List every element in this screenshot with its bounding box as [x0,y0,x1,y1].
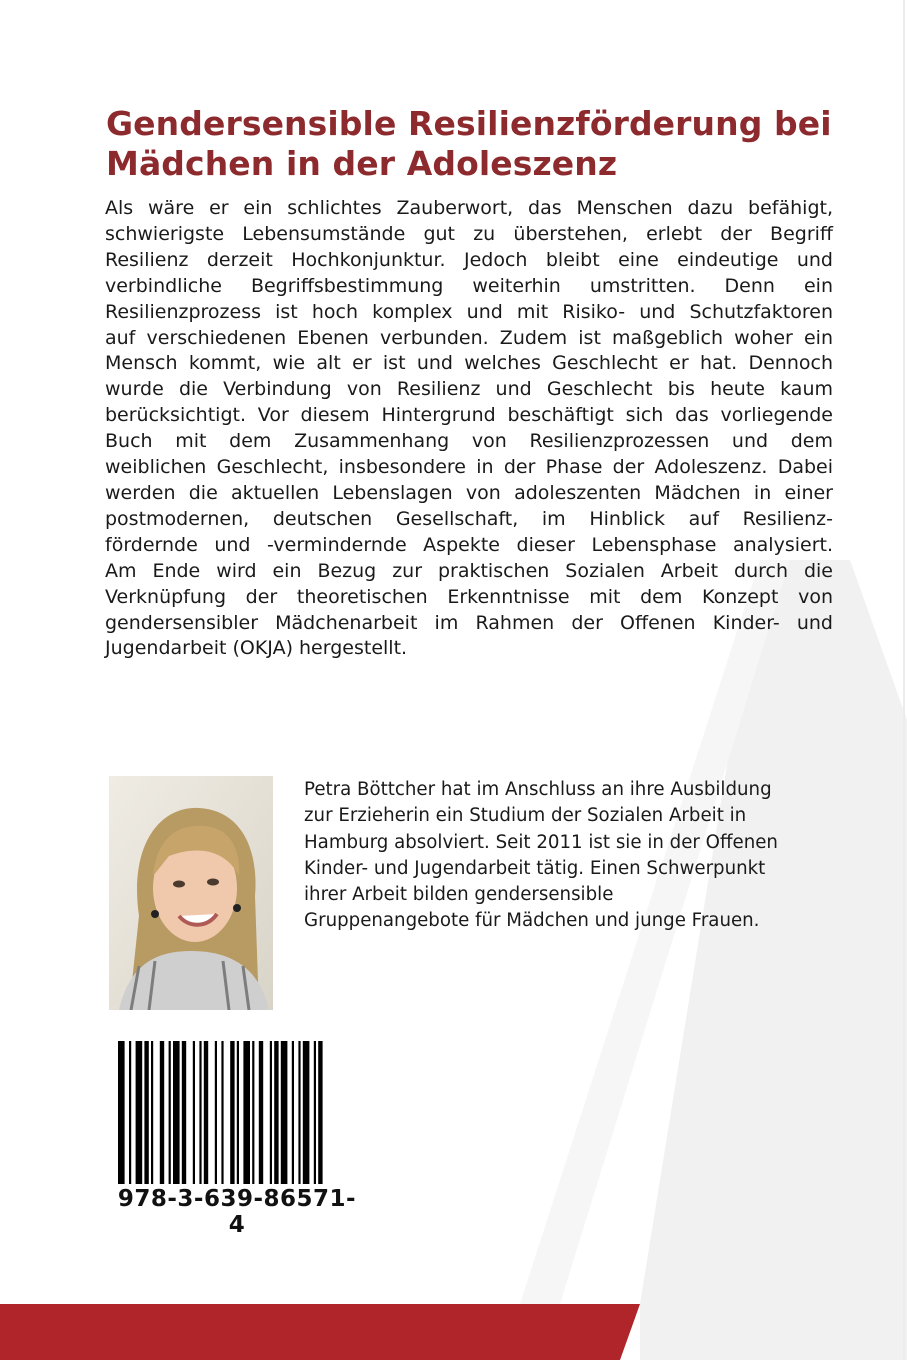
blurb-line: Resilienzprozess ist hoch komplex und mit Risiko- und Schutzfaktoren [105,300,833,323]
barcode-bar [151,1041,153,1184]
book-blurb [105,196,833,662]
title-line: Mädchen in der Adoleszenz [106,144,618,183]
barcode-bar [298,1041,300,1184]
blurb-line: Mensch kommt, wie alt er ist und welches Geschlecht er hat. Dennoch [105,352,833,375]
barcode-bar [314,1041,316,1184]
bio-line: zur Erzieherin ein Studium der Sozialen Arbeit in [304,805,747,827]
barcode-bar [270,1041,272,1184]
barcode-bar [173,1041,180,1184]
blurb-line: Verknüpfung der theoretischen Erkenntnisse mit dem Konzept von [105,585,833,608]
blurb-line: Buch mit dem Zusammenhang von Resilienzprozessen und dem [105,430,833,453]
barcode-bar [144,1041,148,1184]
barcode-bar [169,1041,171,1184]
spine-edge [903,0,905,1360]
barcode-bar [243,1041,250,1184]
barcode-bar [259,1041,263,1184]
blurb-line: auf verschiedenen Ebenen verbunden. Zudem ist maßgeblich woher ein [105,326,833,349]
barcode-bar [221,1041,223,1184]
barcode-bar [204,1041,208,1184]
author-photo [109,776,273,1010]
blurb-line: wurde die Verbindung von Resilienz und Geschlecht bis heute kaum [105,378,833,401]
bio-line: ihrer Arbeit bilden gendersensible [304,884,614,906]
blurb-line: gendersensibler Mädchenarbeit im Rahmen der Offenen Kinder- und [105,611,833,634]
book-title [106,104,846,184]
author-bio [304,777,844,935]
bio-line: Gruppenangebote für Mädchen und junge Frauen. [304,910,760,932]
barcode-bar [303,1041,310,1184]
accent-band [0,1304,640,1360]
blurb-line: fördernde und -vermindernde Aspekte dieser Lebensphase analysiert. [105,533,833,556]
barcode-bar [118,1041,125,1184]
barcode-bar [199,1041,201,1184]
blurb-line: Resilienz derzeit Hochkonjunktur. Jedoch bleibt eine eindeutige und [105,248,833,271]
barcode-bar [129,1041,131,1184]
blurb-line: Als wäre er ein schlichtes Zauberwort, das Menschen dazu befähigt, [105,197,833,219]
barcode-bar [274,1041,278,1184]
blurb-line: Am Ende wird ein Bezug zur praktischen Sozialen Arbeit durch die [105,559,833,582]
barcode-bar [281,1041,288,1184]
barcode-bar [318,1041,322,1184]
blurb-line: werden die aktuellen Lebenslagen von adoleszenten Mädchen in einer [105,481,833,504]
blurb-line: weiblichen Geschlecht, insbesondere in der Phase der Adoleszenz. Dabei [105,456,833,479]
blurb-line: verbindliche Begriffsbestimmung weiterhin umstritten. Denn ein [105,274,833,297]
barcode-bar [237,1041,239,1184]
bio-line: Petra Böttcher hat im Anschluss an ihre Ausbildung [304,779,772,800]
title-line: Gendersensible Resilienzförderung bei [106,104,832,143]
blurb-line: postmodernen, deutschen Gesellschaft, im Hinblick auf Resilienz- [105,507,833,530]
bio-line: Kinder- und Jugendarbeit tätig. Einen Schwerpunkt [304,857,766,879]
blurb-line: Jugendarbeit (OKJA) hergestellt. [105,637,408,660]
barcode-bar [230,1041,234,1184]
isbn-barcode [116,1041,358,1184]
barcode-bar [252,1041,254,1184]
barcode-bar [136,1041,143,1184]
bio-line: Hamburg absolviert. Seit 2011 ist sie in der Offenen [304,831,778,853]
blurb-line: berücksichtigt. Vor diesem Hintergrund beschäftigt sich das vorliegende [105,404,833,427]
barcode-bar [215,1041,217,1184]
barcode-bar [160,1041,164,1184]
barcode-bar [292,1041,294,1184]
barcode-bar [193,1041,195,1184]
barcode-bar [182,1041,186,1184]
blurb-line: schwierigste Lebensumstände gut zu überstehen, erlebt der Begriff [105,222,833,245]
isbn-number: 978-3-639-86571-4 [117,1186,357,1238]
